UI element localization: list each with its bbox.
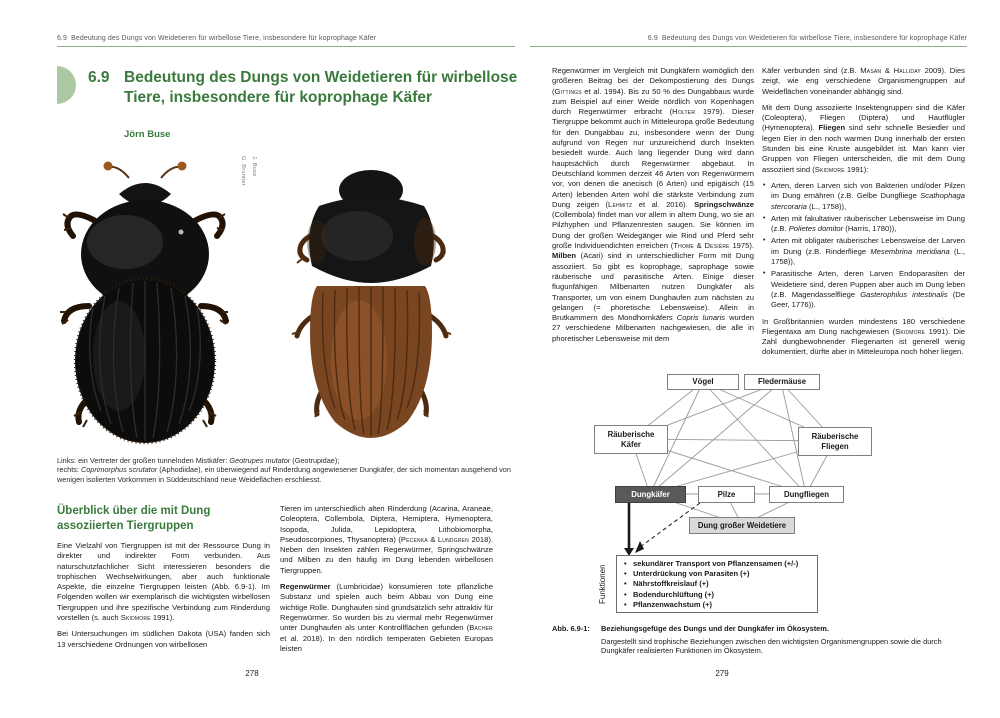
geotrupes-antennae	[110, 167, 180, 178]
left-page-column-2	[280, 504, 493, 660]
function-item: • Unterdrückung von Parasiten (+)	[623, 569, 811, 579]
beetle-photo-coprimorphus	[279, 160, 464, 445]
paragraph: Bei Untersuchungen im südlichen Dakota (USA) fanden sich 13 verschiedene Ordnungen von wirbellosen	[57, 629, 270, 649]
function-item: • Nährstoffkreislauf (+)	[623, 579, 811, 589]
geotrupes-antenna-club-right	[178, 162, 187, 171]
list-item: • Arten, deren Larven sich von Bakterien und/oder Pilzen im Dung ernähren (z.B. Gelbe Dungfliege Scathophaga stercoraria (L., 1758)),	[762, 181, 965, 212]
section-marker-halfcircle	[57, 66, 76, 104]
paragraph: Regenwürmer im Vergleich mit Dungkäfern womöglich den größeren Beitrag bei der Dekompostierung des Dungs (Gittings et al. 1994). Bis zu 50 % des Dungabbaus wurde zum Beispiel auf einer Weide nördlich von Kopenhagen durch Regenwürmer erbracht (Holter 1979). Dieser Tiergruppe bekommt auch in Mitteleuropa große Bedeutung für den Dungabbau zu, insbesondere wenn der Dung aufgrund von Regen nur unzureichend durch Insekten besiedelt wurde. Auch lang liegender Dung wird dann hauptsächlich durch Regenwürmer abgebaut. In Deutschland kommen derzeit 46 Arten von Regenwürmern vor, von denen die anecisch (6 Arten) und epigäisch (15 Arten) lebenden Arten wohl die stärkste Verbindung zum Dung zeigen (Lehmitz et al. 2016). Springschwänze (Collembola) findet man vor allem in altem Dung, wo sie an Pilzhyphen und Pflanzenresten saugen. Sie können im Dung der großen Weidegänger wie Rind und Pferd sehr große Individuendichten erreichen (Thome & Desière 1975). Milben (Acari) sind in unterschiedlicher Form mit Dung assoziiert. So gibt es koprophage, saprophage sowie räuberische und parasitische Arten. Einige dieser flugunfähigen Milbenarten nutzen Dungkäfer als Transporter, um von einem Dunghaufen zum nächsten zu gelangen (= phoretische Lebensweise). Allein in Brutkammern des Mondhornkäfers Copris lunaris wurden 27 verschiedene Milbenarten nachgewiesen, die alle in phoretischer Lebensweise mit dem	[552, 66, 755, 343]
dashed-arrowhead	[635, 541, 644, 553]
chapter-number: 6.9	[88, 69, 110, 86]
ecosystem-diagram	[552, 372, 968, 616]
beetle-photo-geotrupes	[59, 154, 231, 446]
diagram-node-fledermaeuse: Fledermäuse	[744, 374, 820, 390]
diagram-caption-label: Abb. 6.9-1:	[552, 624, 590, 633]
paragraph: Käfer verbunden sind (z.B. Masan & Halliday 2009). Dies zeigt, wie eng verschiedene Organismengruppen auf Weideflächen voneinander abhängig sind.	[762, 66, 965, 96]
diagram-caption-text: Dargestellt sind trophische Beziehungen zwischen den wichtigsten Organismengruppen sowie die durch Dungkäfer realisierten Funktionen im Ökosystem.	[601, 636, 942, 656]
diagram-node-voegel: Vögel	[667, 374, 739, 390]
section-subheading: Überblick über die mit Dung assoziierten Tiergruppen	[57, 505, 211, 532]
photo-credit-right: J. Buse	[251, 156, 257, 177]
diagram-node-raeuberische-kaefer: Räuberische Käfer	[594, 425, 668, 454]
paragraph: Regenwürmer (Lumbricidae) konsumieren tote pflanzliche Substanz und spielen auch beim Abbau von Dung eine wichtige Rolle. Dunghaufen sind grundsätzlich sehr attraktiv für Regenwürmer. So wurden bis zu viermal mehr Regenwürmer unter Dunghaufen als unter Kontrollflächen gefunden (Bacher et al. 2018). In den nördlich temperaten Gebieten Europas leisten	[280, 582, 493, 653]
functions-axis-label: Funktionen	[598, 564, 607, 604]
list-item: • Parasitische Arten, deren Larven Endoparasiten der Weidetiere sind, deren Puppen aber auch im Dung leben (z.B. Magendasselfliege Gasterophilus intestinalis (De Geer, 1776)).	[762, 269, 965, 310]
diagram-caption	[601, 624, 968, 656]
running-head-left: 6.9 Bedeutung des Dungs von Weidetieren für wirbellose Tiere, insbesondere für koprophage Käfer	[57, 35, 377, 42]
photo-credit-left: G. Brunner	[240, 156, 246, 186]
running-head-rule-right	[530, 46, 967, 47]
list-item: • Arten mit obligater räuberischer Lebensweise der Larven im Dung (z.B. Rinderfliege Mesembrina meridiana (L., 1758)),	[762, 236, 965, 267]
geotrupes-antenna-club-left	[104, 162, 113, 171]
beetle-figure	[57, 148, 515, 448]
function-item: • Pflanzenwachstum (+)	[623, 600, 811, 610]
list-item: • Arten mit fakultativer räuberischer Lebensweise im Dung (z.B. Polietes domitor (Harris, 1780)),	[762, 214, 965, 235]
diagram-node-raeuberische-fliegen: Räuberische Fliegen	[798, 427, 872, 456]
diagram-node-dung-grosser-weidetiere: Dung großer Weidetiere	[689, 517, 795, 534]
functions-box	[616, 555, 818, 613]
diagram-node-dungkaefer: Dungkäfer	[615, 486, 686, 503]
paragraph: Eine Vielzahl von Tiergruppen ist mit der Ressource Dung in direkter und indirekter Form verbunden. Aus naturschutzfachlicher Sicht interessieren besonders die trophischen Wechselwirkungen, aber auch funktionale Aspekte, die einzelne Tiergruppen leisten (Abb. 6.9-1). Im Folgenden wollen wir exemplarisch die wichtigsten wirbellosen Tiergruppen und ihre spezifische Verbindung zum Rinderdung vorstellen (s. auch Skidmore 1991).	[57, 541, 270, 623]
page-number-right: 279	[715, 669, 729, 678]
function-item: • Bodendurchlüftung (+)	[623, 590, 811, 600]
chapter-author: Jörn Buse	[124, 129, 171, 140]
paragraph: Mit dem Dung assoziierte Insektengruppen sind die Käfer (Coleoptera), Fliegen (Diptera) und Hautflügler (Hymenoptera). Fliegen sind sehr schnelle Besiedler und legen Eier in den noch warmen Dung innerhalb der ersten Stunden bis eine Kruste ausgebildet ist. Man kann vier Gruppen von Fliegen unterscheiden, die mit dem Dung assoziiert sind (Skidmore 1991):	[762, 102, 965, 174]
right-page-column-2	[762, 66, 965, 364]
left-page-column-1	[57, 541, 270, 656]
running-head-right: 6.9 Bedeutung des Dungs von Weidetieren für wirbellose Tiere, insbesondere für koprophage Käfer	[647, 35, 967, 42]
diagram-node-dungfliegen: Dungfliegen	[769, 486, 844, 503]
fly-groups-list	[762, 181, 965, 311]
function-item: • sekundärer Transport von Pflanzensamen (+/-)	[623, 559, 811, 569]
functions-list	[623, 559, 811, 610]
figure-caption: Links: ein Vertreter der großen tunnelnden Mistkäfer: Geotrupes mutator (Geotrupidae); rechts: Coprimorphus scrutator (Aphodiidae), ein überwiegend auf Rinderdung angewiesener Dungkäfer, der sich momentan ausgehend von wenigen isolierten Vorkommen in Süddeutschland neue Weideflächen erschliesst.	[57, 456, 511, 484]
paragraph: Tieren im unterschiedlich alten Rinderdung (Acarina, Araneae, Coleoptera, Collembola, Diptera, Hemiptera, Hymenoptera, Isopoda, Julida, Lepidoptera, Lithobiomorpha, Pseudoscorpiones, Thysanoptera) (Pecenka & Lundgren 2018). Neben den Insekten zählen Regenwürmer, Springschwänze und Milben zu den häufig im Dung lebenden wirbellosen Tiergruppen.	[280, 504, 493, 575]
right-page-column-1	[552, 66, 754, 350]
page-number-left: 278	[245, 669, 259, 678]
diagram-caption-title: Beziehungsgefüge des Dungs und der Dungkäfer im Ökosystem.	[601, 624, 829, 633]
diagram-node-pilze: Pilze	[698, 486, 755, 503]
chapter-title: Bedeutung des Dungs von Weidetieren für wirbellose Tiere, insbesondere für koprophage Käfer	[124, 69, 518, 106]
running-head-rule-left	[57, 46, 515, 47]
paragraph: In Großbritannien wurden mindestens 180 verschiedene Fliegentaxa am Dung nachgewiesen (Skidmore 1991). Die Zahl dungbewohnender Fliegenarten ist generell wenig dokumentiert, dürfte aber in Mitteleuropa noch höher liegen.	[762, 316, 965, 357]
